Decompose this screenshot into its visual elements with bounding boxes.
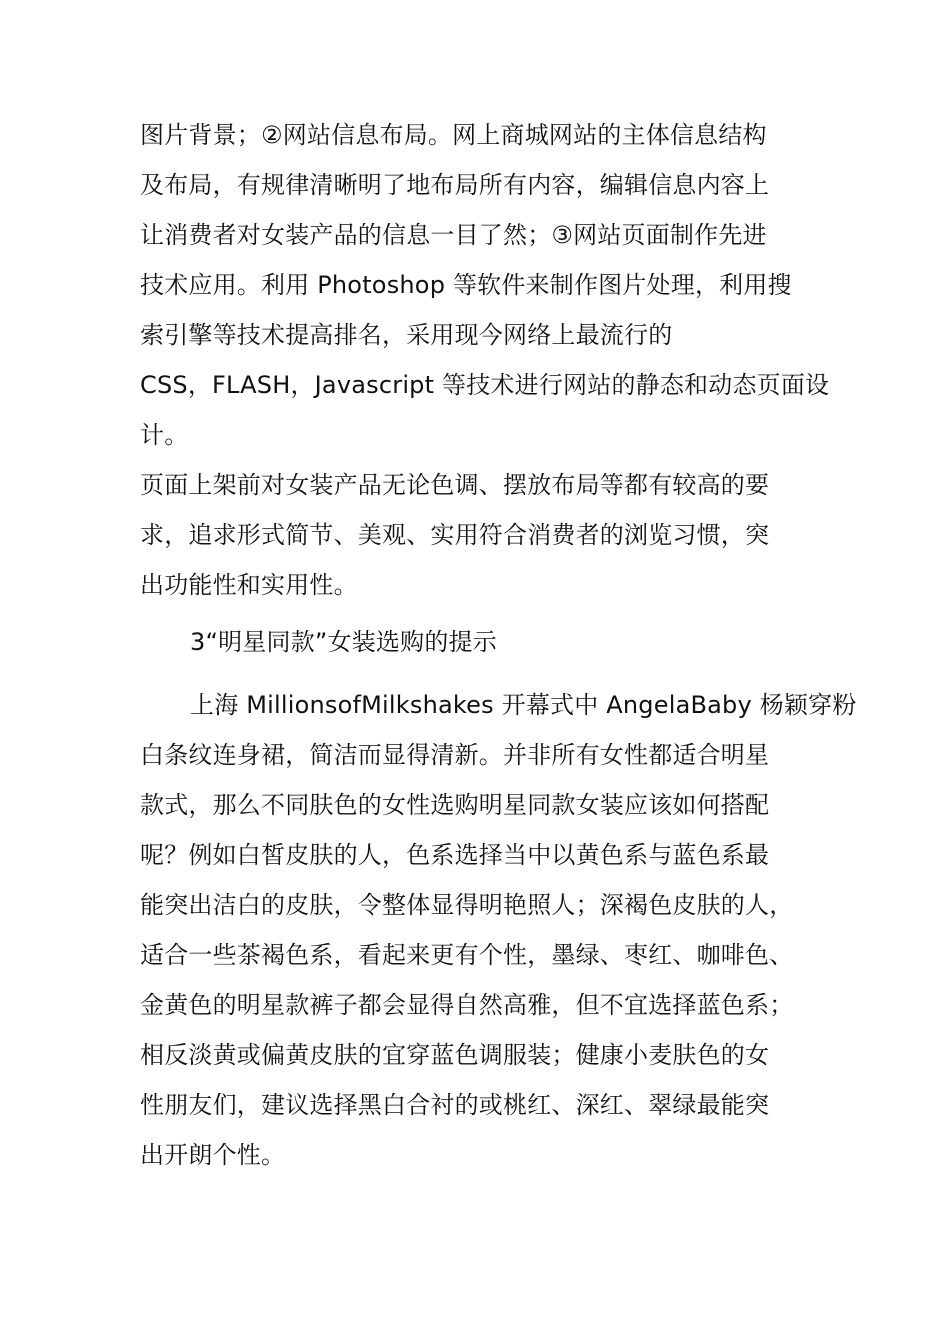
text-line: 索引擎等技术提高排名，采用现今网络上最流行的 — [140, 321, 673, 349]
text-line: 白条纹连身裙，简洁而显得清新。并非所有女性都适合明星 — [140, 741, 770, 769]
text-line: 呢？例如白皙皮肤的人，色系选择当中以黄色系与蓝色系最 — [140, 841, 770, 869]
text-line: 图片背景；②网站信息布局。网上商城网站的主体信息结构 — [140, 121, 767, 149]
text-line: 计。 — [140, 421, 189, 449]
section-heading: 3“明星同款”女装选购的提示 — [190, 628, 497, 656]
text-line: CSS，FLASH，Javascript 等技术进行网站的静态和动态页面设 — [140, 371, 830, 399]
text-line: 出开朗个性。 — [140, 1141, 286, 1169]
text-line: 页面上架前对女装产品无论色调、摆放布局等都有较高的要 — [140, 471, 770, 499]
text-line: 相反淡黄或偏黄皮肤的宜穿蓝色调服装；健康小麦肤色的女 — [140, 1041, 770, 1069]
text-line: 性朋友们，建议选择黑白合衬的或桃红、深红、翠绿最能突 — [140, 1091, 770, 1119]
text-line: 求，追求形式简节、美观、实用符合消费者的浏览习惯，突 — [140, 521, 770, 549]
text-line: 技术应用。利用 Photoshop 等软件来制作图片处理，利用搜 — [140, 271, 792, 299]
text-line: 金黄色的明星款裤子都会显得自然高雅，但不宜选择蓝色系； — [140, 991, 794, 1019]
text-line: 能突出洁白的皮肤，令整体显得明艳照人；深褐色皮肤的人， — [140, 891, 794, 919]
text-line: 及布局，有规律清晰明了地布局所有内容，编辑信息内容上 — [140, 171, 770, 199]
text-line: 上海 MillionsofMilkshakes 开幕式中 AngelaBaby 杨颖穿粉 — [190, 691, 857, 719]
text-line: 适合一些茶褐色系，看起来更有个性，墨绿、枣红、咖啡色、 — [140, 941, 794, 969]
text-line: 出功能性和实用性。 — [140, 571, 358, 599]
text-line: 让消费者对女装产品的信息一目了然；③网站页面制作先进 — [140, 221, 767, 249]
text-line: 款式，那么不同肤色的女性选购明星同款女装应该如何搭配 — [140, 791, 770, 819]
